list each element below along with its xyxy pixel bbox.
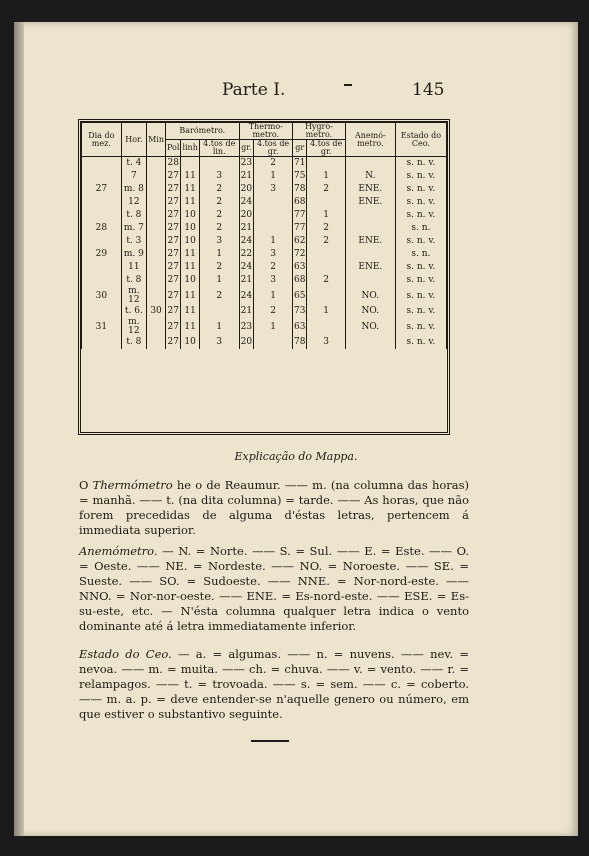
- table-row: [82, 170, 447, 183]
- table-cell: s. n. v.: [395, 209, 446, 222]
- table-cell: 12: [121, 196, 146, 209]
- table-cell: 2: [307, 183, 345, 196]
- table-cell: [254, 222, 293, 235]
- table-cell: 2: [307, 274, 345, 287]
- table-cell: t. 4: [121, 157, 146, 171]
- table-cell: [254, 336, 293, 349]
- table-cell: [345, 274, 395, 287]
- table-cell: [199, 305, 239, 318]
- table-cell: 10: [181, 274, 199, 287]
- table-cell: 24: [240, 262, 253, 272]
- table-cell: 11: [181, 183, 199, 196]
- table-cell: 2: [254, 157, 293, 171]
- table-cell: s. n.: [395, 222, 446, 235]
- table-cell: 75: [294, 171, 306, 181]
- table-cell: 21: [240, 275, 253, 285]
- table-cell: [82, 305, 122, 318]
- table-row: [82, 287, 447, 305]
- table-cell: [147, 170, 166, 183]
- table-cell: 1: [307, 170, 345, 183]
- table-cell: 77: [294, 210, 306, 220]
- table-cell: m. 12: [121, 287, 146, 305]
- table-cell: 11: [181, 305, 199, 318]
- table-cell: 2: [199, 209, 239, 222]
- table-cell: t. 8: [121, 336, 146, 349]
- table-cell: NO.: [345, 318, 395, 336]
- table-cell: 78: [294, 337, 306, 347]
- book-page: [14, 22, 578, 836]
- table-cell: 27: [166, 287, 181, 305]
- table-cell: [82, 170, 122, 183]
- table-cell: [345, 209, 395, 222]
- col-header-estado: Estado do Ceo.: [395, 123, 446, 157]
- table-cell: 23: [239, 318, 254, 336]
- table-cell: [147, 235, 166, 248]
- col-header-min: Min: [147, 123, 166, 157]
- table-cell: 10: [181, 336, 199, 349]
- table-cell: [307, 196, 345, 209]
- table-cell: [82, 261, 122, 274]
- term-estado: Estado do Ceo.: [79, 647, 172, 661]
- table-cell: ENE.: [345, 261, 395, 274]
- table-cell: 2: [199, 287, 239, 305]
- table-cell: 1: [199, 318, 239, 336]
- table-cell: 10: [181, 222, 199, 235]
- table-row: [82, 222, 447, 235]
- table-cell: 11: [181, 196, 199, 209]
- table-cell: 2: [307, 235, 345, 248]
- table-cell: 20: [240, 210, 253, 220]
- table-cell: 24: [239, 287, 254, 305]
- table-cell: [147, 318, 166, 336]
- table-cell: t. 6.: [121, 305, 146, 318]
- col-header-anemometro: Anemó-metro.: [345, 123, 395, 157]
- table-cell: 2: [199, 222, 239, 235]
- table-cell: [307, 157, 345, 171]
- weather-table: [78, 119, 450, 435]
- table-cell: 27: [167, 236, 179, 246]
- table-cell: [345, 248, 395, 261]
- table-cell: 3: [199, 235, 239, 248]
- paragraph-anemometro: [79, 544, 469, 634]
- table-cell: ENE.: [345, 196, 395, 209]
- table-cell: 1: [254, 170, 293, 183]
- table-cell: 27: [167, 306, 179, 316]
- table-cell: [147, 248, 166, 261]
- page-number: 145: [412, 80, 445, 100]
- table-caption: Explicação do Mappa.: [234, 450, 358, 463]
- term-anemometro: Anemómetro.: [79, 544, 158, 558]
- table-cell: 28: [167, 158, 179, 168]
- table-cell: [307, 248, 345, 261]
- subheader-gr2: gr: [293, 140, 307, 157]
- table-cell: [307, 318, 345, 336]
- table-cell: NO.: [345, 305, 395, 318]
- table-row: [82, 183, 447, 196]
- table-cell: [82, 336, 122, 349]
- table-cell: [147, 261, 166, 274]
- table-cell: m. 7: [121, 222, 146, 235]
- table-cell: s. n. v.: [395, 261, 446, 274]
- table-cell: [254, 209, 293, 222]
- paragraph-text: he o de Reaumur. —— m. (na columna das horas) = manhã. —— t. (na dita columna) = tarde. —— As horas, que não forem precedidas de alguma d'éstas letras, pertencem á immediata superior.: [79, 478, 470, 537]
- table-cell: 21: [240, 306, 253, 316]
- table-cell: 20: [240, 184, 253, 194]
- table-cell: 29: [82, 248, 122, 261]
- table-cell: 62: [294, 236, 306, 246]
- table-cell: [181, 157, 199, 171]
- table-cell: 1: [307, 305, 345, 318]
- table-cell: s. n. v.: [395, 196, 446, 209]
- table-cell: s. n.: [395, 248, 446, 261]
- table-cell: 68: [294, 275, 306, 285]
- table-cell: 68: [294, 197, 306, 207]
- table-cell: 27: [167, 262, 179, 272]
- table-cell: s. n. v.: [395, 305, 446, 318]
- table-cell: s. n. v.: [395, 274, 446, 287]
- table-cell: t. 8: [121, 274, 146, 287]
- table-cell: 71: [294, 158, 306, 168]
- table-cell: 2: [307, 222, 345, 235]
- table-cell: [82, 274, 122, 287]
- table-cell: [307, 287, 345, 305]
- table-cell: 30: [82, 287, 122, 305]
- table-cell: [147, 336, 166, 349]
- table-cell: 11: [181, 318, 199, 336]
- table-cell: [147, 287, 166, 305]
- table-cell: 72: [294, 249, 306, 259]
- table-cell: 27: [167, 184, 179, 194]
- table-cell: s. n. v.: [395, 336, 446, 349]
- paragraph-text: — a. = algumas. —— n. = nuvens. —— nev. = nevoa. —— m. = muita. —— ch. = chuva. —— v. = vento. —— r. = relampagos. —— t. = trovoada. —— s. = sem. —— c. = coberto. —— m. a. p. = deve entender-se n'aquelle genero ou número, em que estiver o substantivo seguinte.: [79, 647, 470, 721]
- table-cell: 1: [254, 287, 293, 305]
- table-cell: 24: [240, 236, 253, 246]
- table-cell: 11: [181, 248, 199, 261]
- table-cell: s. n. v.: [395, 287, 446, 305]
- table-cell: [345, 336, 395, 349]
- table-row: [82, 235, 447, 248]
- table-cell: [147, 183, 166, 196]
- subheader-pol: Pol: [166, 140, 181, 157]
- col-header-barometro: Barómetro.: [166, 123, 240, 140]
- subheader-linh: linh: [181, 140, 199, 157]
- page-title: Parte I.: [222, 80, 286, 100]
- table-cell: s. n. v.: [395, 235, 446, 248]
- table-cell: [82, 235, 122, 248]
- table-row: [82, 318, 447, 336]
- table-cell: 3: [307, 336, 345, 349]
- table-cell: 27: [167, 223, 179, 233]
- table-cell: ENE.: [345, 183, 395, 196]
- table-cell: 11: [181, 261, 199, 274]
- table-cell: m. 8: [121, 183, 146, 196]
- table-cell: [82, 157, 122, 171]
- table-cell: 2: [254, 261, 293, 274]
- table-cell: 10: [181, 235, 199, 248]
- table-cell: 7: [121, 170, 146, 183]
- table-cell: s. n. v.: [395, 183, 446, 196]
- table-row: [82, 248, 447, 261]
- table-cell: 11: [181, 287, 199, 305]
- table-cell: m. 9: [121, 248, 146, 261]
- subheader-gr: gr.: [239, 140, 254, 157]
- binding-edge: [14, 22, 24, 836]
- col-header-hor: Hor.: [121, 123, 146, 157]
- table-cell: 1: [199, 274, 239, 287]
- table-cell: 27: [166, 318, 181, 336]
- table-cell: s. n. v.: [395, 170, 446, 183]
- table-cell: m. 12: [121, 318, 146, 336]
- table-cell: 10: [181, 209, 199, 222]
- term-thermometro: Thermómetro: [92, 478, 173, 492]
- table-cell: 2: [199, 196, 239, 209]
- table-cell: t. 3: [121, 235, 146, 248]
- table-cell: 1: [254, 318, 293, 336]
- table-cell: 1: [254, 235, 293, 248]
- table-cell: 73: [294, 306, 306, 316]
- col-header-dia: Dia do mez.: [82, 123, 122, 157]
- table-row: [82, 209, 447, 222]
- table-cell: 27: [167, 337, 179, 347]
- paragraph-estado: [79, 647, 469, 722]
- end-rule: [251, 740, 289, 742]
- table-cell: 27: [167, 249, 179, 259]
- table-cell: 11: [121, 261, 146, 274]
- table-cell: [345, 157, 395, 171]
- table-cell: 2: [254, 305, 293, 318]
- table-row: [82, 336, 447, 349]
- table-cell: 11: [181, 170, 199, 183]
- table-cell: 20: [240, 337, 253, 347]
- table-cell: [345, 222, 395, 235]
- table-cell: 27: [82, 183, 122, 196]
- table-cell: NO.: [345, 287, 395, 305]
- table-cell: [82, 196, 122, 209]
- table-cell: [147, 196, 166, 209]
- table-cell: s. n. v.: [395, 318, 446, 336]
- table-cell: 22: [240, 249, 253, 259]
- table-cell: 21: [240, 171, 253, 181]
- table-cell: 2: [199, 183, 239, 196]
- table-cell: 3: [254, 248, 293, 261]
- table-cell: N.: [345, 170, 395, 183]
- paragraph-thermometro: [79, 478, 469, 538]
- page-header: [14, 80, 578, 106]
- table-cell: 78: [294, 184, 306, 194]
- table-cell: 24: [240, 197, 253, 207]
- paragraph-text: — N. = Norte. —— S. = Sul. —— E. = Este. —— O. = Oeste. —— NE. = Nordeste. —— NO. = Noroeste. —— SE. = Sueste. —— SO. = Sudoeste. —— NNE. = Nor-nord-este. —— NNO. = Nor-nor-oeste. —— ENE. = Es-nord-este. —— ESE. = Es-su-este, etc. — N'ésta columna qualquer letra indica o vento dominante até á letra immediatamente inferior.: [79, 544, 470, 633]
- table-cell: 3: [254, 274, 293, 287]
- table-cell: 27: [167, 210, 179, 220]
- paragraph-start: O: [79, 478, 89, 492]
- table-cell: 65: [293, 287, 307, 305]
- table-cell: 23: [240, 158, 253, 168]
- table-cell: 1: [199, 248, 239, 261]
- table-cell: [307, 261, 345, 274]
- table-cell: 28: [82, 222, 122, 235]
- table-cell: [199, 157, 239, 171]
- col-header-hygrometro: Hygró-metro.: [293, 123, 346, 140]
- table-cell: [254, 196, 293, 209]
- table-cell: [147, 157, 166, 171]
- table-cell: 1: [307, 209, 345, 222]
- table-cell: [82, 209, 122, 222]
- table-cell: 27: [167, 197, 179, 207]
- table-cell: 27: [167, 275, 179, 285]
- table-row: [82, 157, 447, 171]
- table-row: [82, 196, 447, 209]
- table-cell: 2: [199, 261, 239, 274]
- table-cell: [147, 209, 166, 222]
- table-cell: 77: [294, 223, 306, 233]
- subheader-quartos-gr: 4.tos de gr.: [254, 140, 293, 157]
- table-cell: 27: [167, 171, 179, 181]
- table-cell: 21: [240, 223, 253, 233]
- table-cell: ENE.: [345, 235, 395, 248]
- table-cell: 31: [82, 318, 122, 336]
- col-header-thermometro: Thermo-metro.: [239, 123, 292, 140]
- table-row: [82, 261, 447, 274]
- table-cell: [147, 274, 166, 287]
- subheader-quartos-gr2: 4.tos de gr.: [307, 140, 345, 157]
- table-cell: s. n. v.: [395, 157, 446, 171]
- table-cell: 3: [199, 336, 239, 349]
- table-cell: t. 8: [121, 209, 146, 222]
- table-cell: 3: [254, 183, 293, 196]
- table-cell: 63: [294, 262, 306, 272]
- table-cell: [147, 222, 166, 235]
- header-mark: [344, 84, 352, 86]
- table-cell: 30: [147, 305, 166, 318]
- table-cell: 63: [293, 318, 307, 336]
- table-cell: 3: [199, 170, 239, 183]
- subheader-quartos-lin: 4.tos de lin.: [199, 140, 239, 157]
